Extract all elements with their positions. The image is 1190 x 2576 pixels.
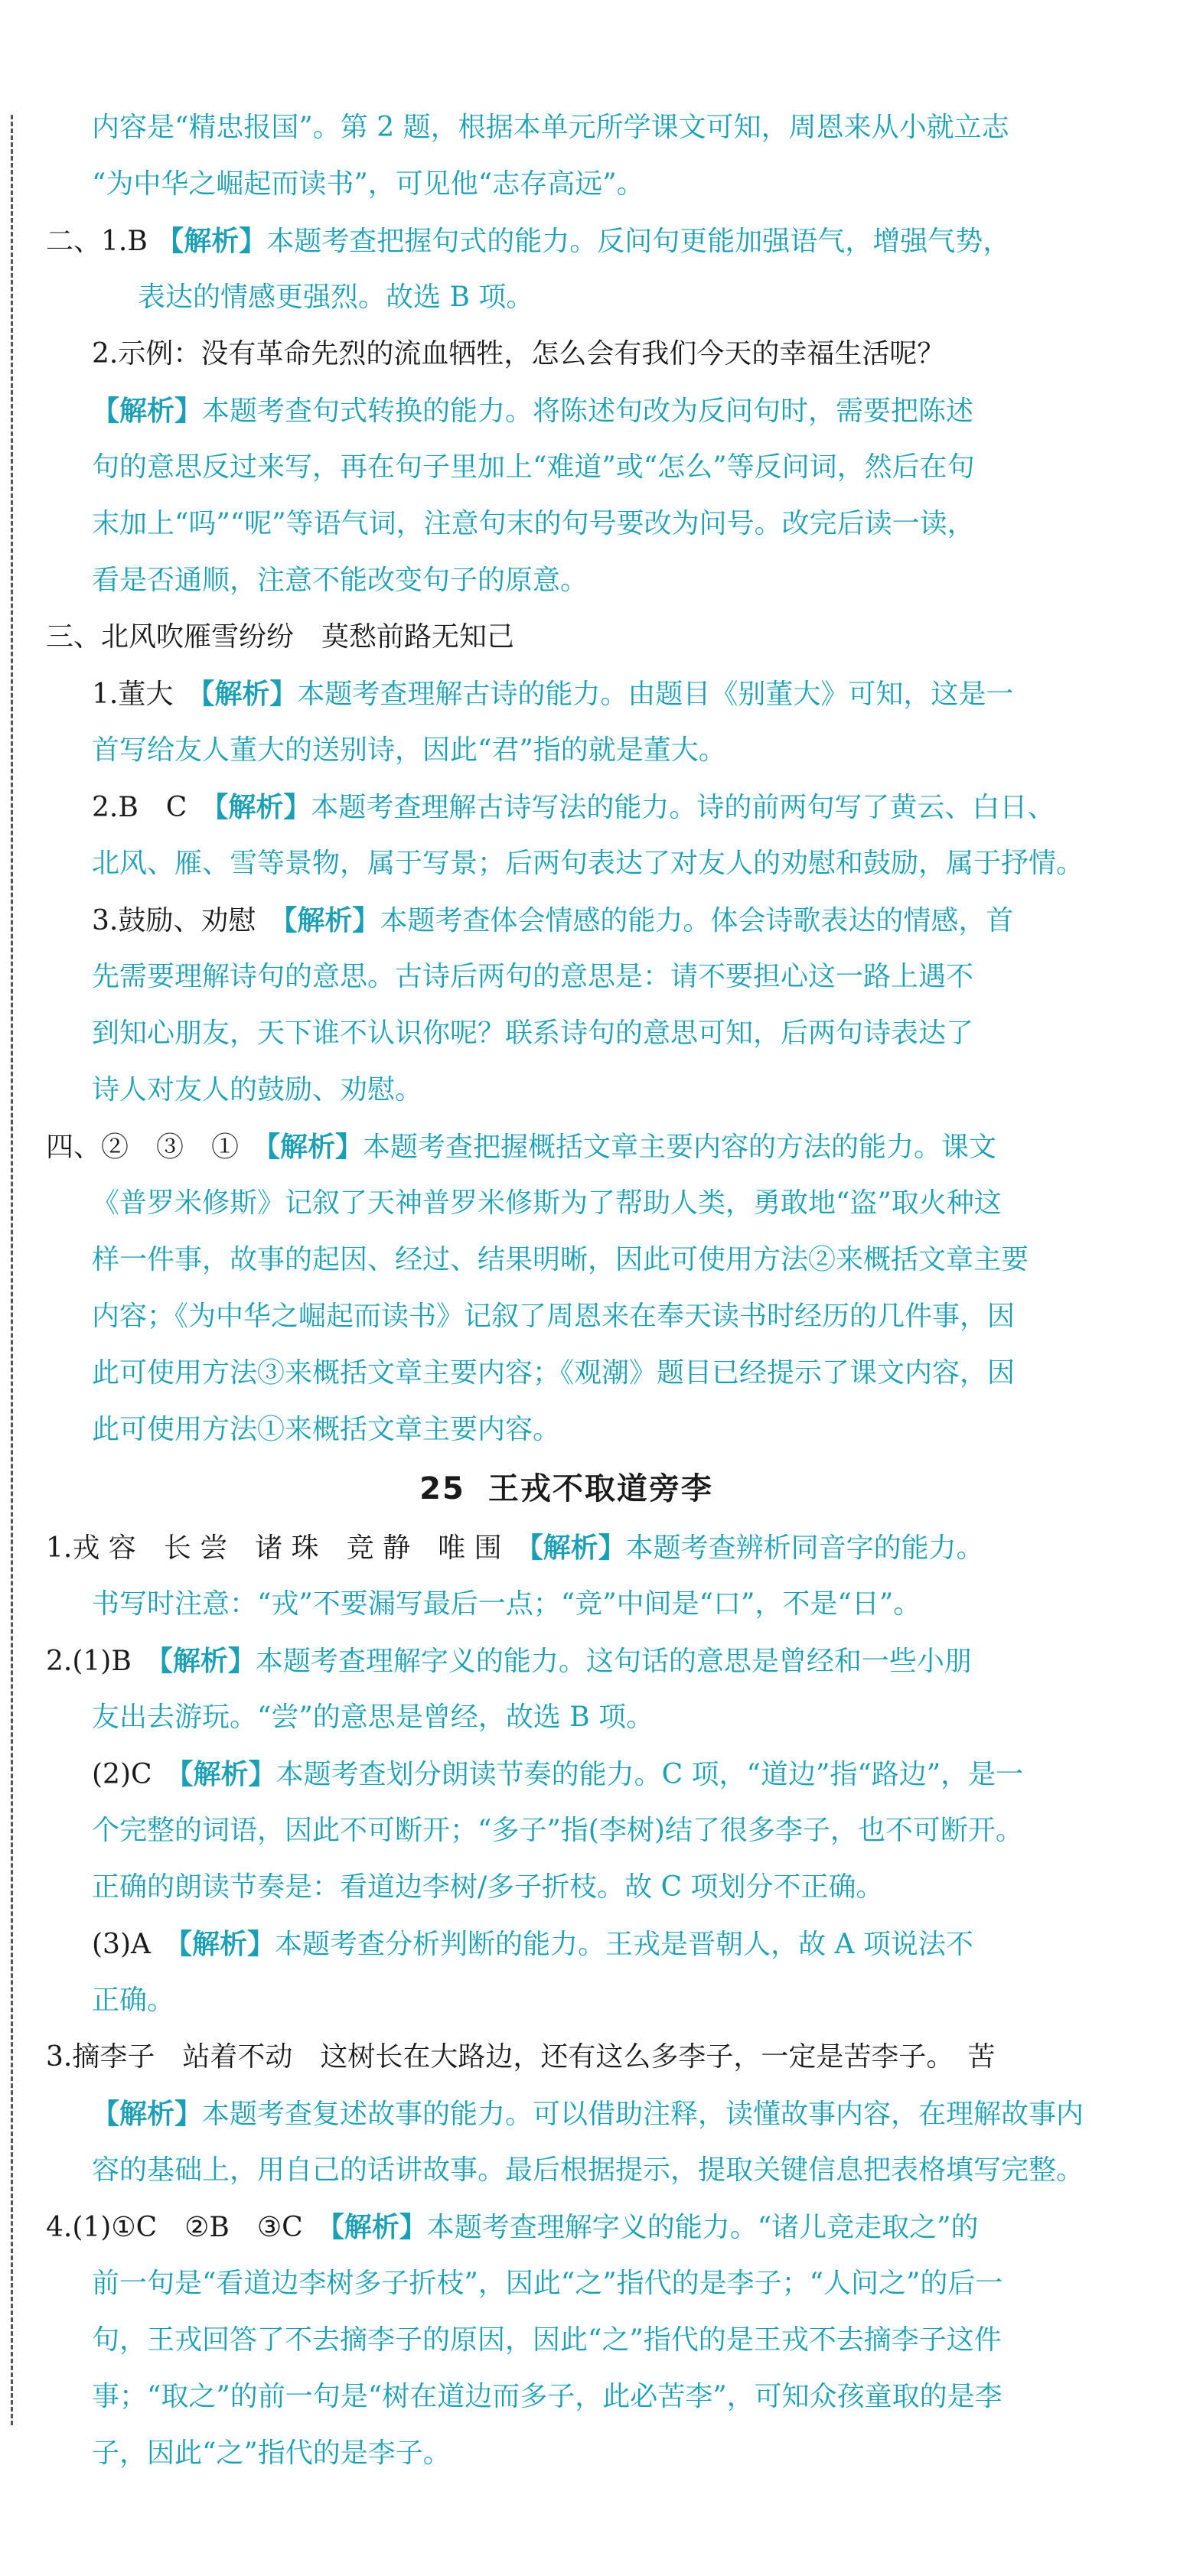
text-line (46, 99, 1087, 156)
analysis-tag: 【解析】 (158, 1645, 256, 1677)
analysis-text: 先需要理解诗句的意思。古诗后两句的意思是：请不要担心这一路上遇不 (92, 961, 974, 992)
text-line (46, 2425, 1087, 2482)
text-line (46, 383, 1087, 439)
analysis-text: 子，因此“之”指代的是李子。 (92, 2438, 451, 2469)
text-line (46, 835, 1087, 892)
analysis-text: 内容；《为中华之崛起而读书》记叙了周恩来在奉天读书时经历的几件事，因 (92, 1301, 1016, 1332)
analysis-text: 事；“取之”的前一句是“树在道边而多子，此必苦李”，可知众孩童取的是李 (92, 2381, 1003, 2412)
analysis-text: 本题考查理解字义的能力。这句话的意思是曾经和一些小朋 (255, 1646, 972, 1677)
analysis-text: 末加上“吗”“呢”等语气词，注意句末的句号要改为问号。改完后读一读， (92, 508, 975, 539)
text-line (46, 1916, 1087, 1972)
analysis-text: 本题考查把握概括文章主要内容的方法的能力。课文 (363, 1132, 997, 1163)
text-line (46, 609, 1087, 666)
text-line (46, 1005, 1087, 1062)
analysis-text: 句，王戎回答了不去摘李子的原因，因此“之”指代的是王戎不去摘李子这件 (92, 2324, 1002, 2356)
analysis-text: 句的意思反过来写，再在句子里加上“难道”或“怎么”等反问词，然后在句 (92, 451, 975, 483)
answer-block-lesson-25 (46, 1519, 1087, 2482)
section-title-number: 25 (419, 1471, 465, 1506)
analysis-tag: 【解析】 (266, 1131, 364, 1163)
analysis-text: 此可使用方法①来概括文章主要内容。 (92, 1414, 561, 1445)
analysis-text: 诗人对友人的鼓励、劝慰。 (92, 1074, 423, 1106)
answer-text: 3.摘李子 站着不动 这树长在大路边，还有这么多李子，一定是苦李子。 苦 (46, 2041, 996, 2073)
text-line (46, 1232, 1087, 1288)
text-line (46, 2086, 1087, 2142)
text-line (46, 496, 1087, 552)
analysis-text: 《普罗米修斯》记叙了天神普罗米修斯为了帮助人类，勇敢地“盗”取火种这 (92, 1187, 1002, 1219)
analysis-text: 本题考查理解字义的能力。“诸儿竞走取之”的 (426, 2212, 979, 2243)
text-line (46, 2029, 1087, 2086)
analysis-tag: 【解析】 (178, 1928, 275, 1960)
analysis-tag: 【解析】 (201, 678, 298, 710)
text-line (46, 1402, 1087, 1458)
analysis-text: 本题考查理解古诗写法的能力。诗的前两句写了黄云、白日、 (311, 792, 1055, 823)
text-line (46, 156, 1087, 213)
text-line (46, 1345, 1087, 1402)
answer-text: (3)A (92, 1929, 178, 1960)
analysis-tag: 【解析】 (283, 904, 380, 936)
answer-text: (2)C (92, 1759, 180, 1790)
text-line (46, 2142, 1087, 2199)
analysis-tag: 【解析】 (92, 2098, 203, 2130)
analysis-text: 内容是“精忠报国”。第 2 题，根据本单元所学课文可知，周恩来从小就立志 (92, 112, 1009, 143)
analysis-text: 本题考查句式转换的能力。将陈述句改为反问句时，需要把陈述 (202, 396, 974, 427)
analysis-text: 正确。 (92, 1985, 175, 2016)
text-line (46, 1175, 1087, 1232)
analysis-text: 本题考查理解古诗的能力。由题目《别董大》可知，这是一 (297, 679, 1014, 710)
text-line (46, 1062, 1087, 1119)
answer-text: 1.董大 (92, 679, 201, 710)
analysis-text: 本题考查辨析同音字的能力。 (625, 1532, 984, 1564)
analysis-text: 表达的情感更强烈。故选 B 项。 (138, 282, 534, 313)
text-line (46, 666, 1087, 722)
answer-text: 4.(1)①C ②B ③C (46, 2212, 331, 2243)
cut-line-divider (11, 115, 13, 2425)
answer-text: 2.(1)B (46, 1646, 159, 1677)
answer-text: 2.示例：没有革命先烈的流血牺牲，怎么会有我们今天的幸福生活呢？ (92, 338, 945, 370)
text-line (46, 552, 1087, 609)
answer-text: 四、② ③ ① (46, 1132, 267, 1163)
text-line (46, 1576, 1087, 1633)
answer-text: 三、北风吹雁雪纷纷 莫愁前路无知己 (46, 621, 515, 653)
analysis-tag: 【解析】 (330, 2211, 427, 2243)
text-line (46, 1859, 1087, 1916)
analysis-text: 个完整的词语，因此不可断开；“多子”指(李树)结了很多李子，也不可断开。 (92, 1815, 1023, 1846)
analysis-text: 本题考查把握句式的能力。反问句更能加强语气，增强气势， (266, 226, 1011, 257)
analysis-text: 样一件事，故事的起因、经过、结果明晰，因此可使用方法②来概括文章主要 (92, 1244, 1029, 1275)
text-line (46, 1972, 1087, 2029)
analysis-text: 书写时注意：“戎”不要漏写最后一点；“竞”中间是“口”，不是“日”。 (92, 1588, 921, 1620)
text-line (46, 269, 1087, 326)
analysis-text: 本题考查体会情感的能力。体会诗歌表达的情感，首 (380, 905, 1014, 936)
text-line (46, 1803, 1087, 1859)
analysis-text: 前一句是“看道边李树多子折枝”，因此“之”指代的是李子；“人问之”的后一 (92, 2268, 1003, 2299)
analysis-text: “为中华之崛起而读书”，可见他“志存高远”。 (92, 168, 644, 200)
text-line (46, 1689, 1087, 1746)
answer-block-unit-review (46, 99, 1087, 1458)
text-line (46, 1288, 1087, 1345)
analysis-tag: 【解析】 (214, 791, 311, 823)
text-line (46, 779, 1087, 835)
analysis-text: 看是否通顺，注意不能改变句子的原意。 (92, 565, 588, 596)
text-line (46, 1119, 1087, 1175)
answer-text: 2.B C (92, 792, 215, 823)
analysis-text: 容的基础上，用自己的话讲故事。最后根据提示，提取关键信息把表格填写完整。 (92, 2154, 1084, 2186)
text-line (46, 439, 1087, 496)
text-line (46, 1633, 1087, 1689)
analysis-text: 本题考查分析判断的能力。王戎是晋朝人，故 A 项说法不 (275, 1929, 973, 1960)
text-line (46, 1746, 1087, 1803)
answer-text: 1.戎 容 长 尝 诸 珠 竞 静 唯 围 (46, 1532, 530, 1564)
text-line (46, 213, 1087, 269)
analysis-tag: 【解析】 (179, 1758, 276, 1790)
analysis-text: 本题考查划分朗读节奏的能力。C 项，“道边”指“路边”，是一 (275, 1759, 1024, 1790)
text-line (46, 892, 1087, 949)
answer-text: 二、1.B (46, 226, 157, 257)
analysis-text: 北风、雁、雪等景物，属于写景；后两句表达了对友人的劝慰和鼓励，属于抒情。 (92, 848, 1084, 879)
text-line (46, 2255, 1087, 2312)
analysis-text: 首写给友人董大的送别诗，因此“君”指的就是董大。 (92, 734, 726, 766)
text-line (46, 326, 1087, 383)
text-line (46, 2369, 1087, 2425)
analysis-text: 到知心朋友，天下谁不认识你呢？联系诗句的意思可知，后两句诗表达了 (92, 1018, 974, 1049)
analysis-text: 正确的朗读节奏是：看道边李树/多子折枝。故 C 项划分不正确。 (92, 1871, 884, 1903)
section-title (46, 1458, 1087, 1519)
analysis-text: 此可使用方法③来概括文章主要内容；《观潮》题目已经提示了课文内容，因 (92, 1357, 1016, 1389)
analysis-tag: 【解析】 (156, 225, 267, 257)
text-line (46, 722, 1087, 779)
text-line (46, 949, 1087, 1005)
text-line (46, 2199, 1087, 2255)
text-line (46, 2312, 1087, 2369)
analysis-tag: 【解析】 (92, 395, 203, 427)
section-title-text: 王戎不取道旁李 (487, 1471, 713, 1506)
answer-text: 3.鼓励、劝慰 (92, 905, 284, 936)
analysis-text: 本题考查复述故事的能力。可以借助注释，读懂故事内容，在理解故事内 (202, 2099, 1084, 2130)
analysis-tag: 【解析】 (529, 1532, 626, 1564)
text-line (46, 1519, 1087, 1576)
answer-key-document (46, 99, 1087, 2482)
analysis-text: 友出去游玩。“尝”的意思是曾经，故选 B 项。 (92, 1702, 654, 1733)
